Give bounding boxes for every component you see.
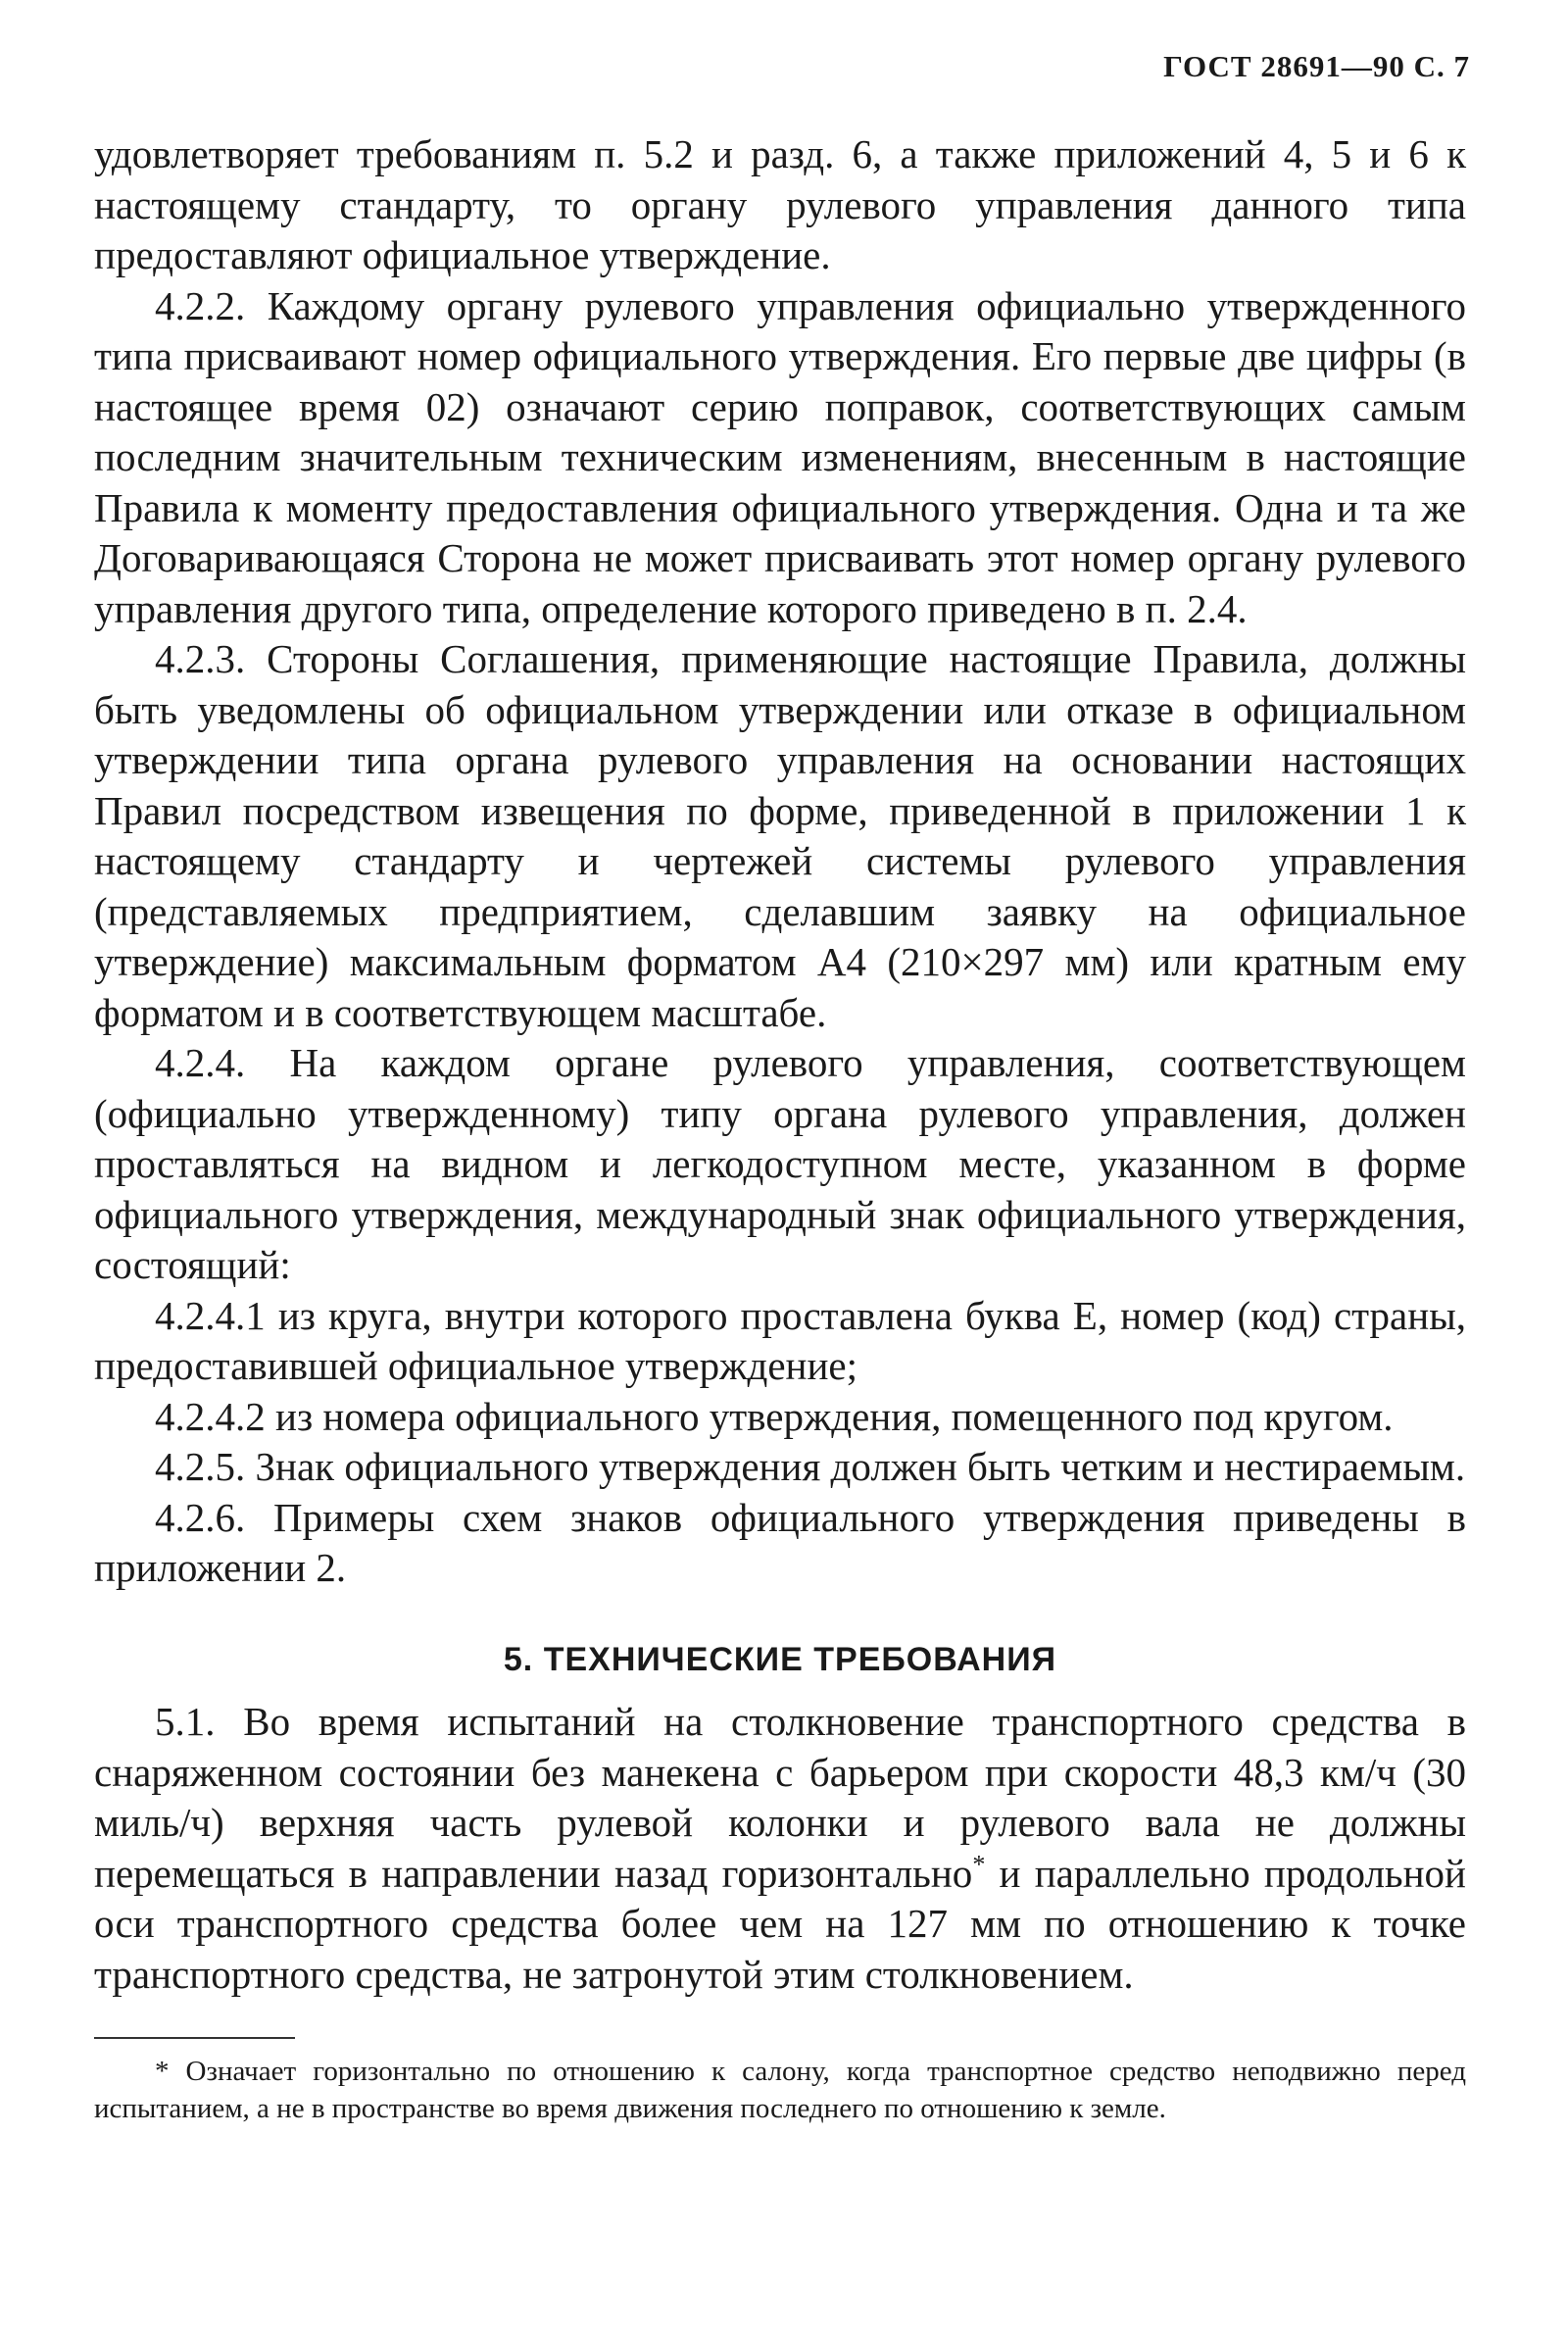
paragraph-4-2-4-1: 4.2.4.1 из круга, внутри которого проставлена буква Е, номер (код) страны, предоставившей официальное утверждение; <box>94 1292 1466 1388</box>
paragraph-4-2-6: 4.2.6. Примеры схем знаков официального утверждения приведены в приложении 2. <box>94 1494 1466 1590</box>
footnote: * Означает горизонтально по отношению к салону, когда транспортное средство неподвижно перед испытанием, а не в пространстве во время движения последнего по отношению к земле. <box>94 2056 1466 2124</box>
page-header: ГОСТ 28691—90 С. 7 <box>1163 49 1470 83</box>
footnote-divider <box>94 2037 295 2039</box>
paragraph-5-1 <box>94 1697 1466 2000</box>
paragraph-4-2-4-2: 4.2.4.2 из номера официального утверждения, помещенного под кругом. <box>155 1393 1394 1439</box>
paragraph-5-1-text-end: и параллельно продольной оси транспортного средства более чем на 127 мм по отношению к точке транспортного средства, не затронутой этим столкновением. <box>94 1850 1466 1997</box>
footnote-marker: * <box>972 1849 986 1878</box>
paragraph-4-2-3: 4.2.3. Стороны Соглашения, применяющие настоящие Правила, должны быть уведомлены об официальном утверждении или отказе в официальном утверждении типа органа рулевого управления на основании настоящих Правил посредством извещения по форме, приведенной в приложении 1 к настоящему стандарту и чертежей системы рулевого управления (представляемых предприятием, сделавшим заявку на официальное утверждение) максимальным форматом А4 (210×297 мм) или кратным ему форматом и в соответствующем масштабе. <box>94 636 1466 1035</box>
paragraph-5-1-text-start: 5.1. Во время испытаний на столкновение транспортного средства в снаряженном состоянии без манекена с барьером при скорости 48,3 км/ч (30 миль/ч) верхняя часть рулевой колонки и рулевого вала не должны перемещаться в направлении назад горизонтально <box>94 1699 1466 1896</box>
paragraph-4-2-5: 4.2.5. Знак официального утверждения должен быть четким и нестираемым. <box>155 1444 1466 1489</box>
paragraph-continuation: удовлетворяет требованиям п. 5.2 и разд. 6, а также приложений 4, 5 и 6 к настоящему стандарту, то органу рулевого управления данного типа предоставляют официальное утверждение. <box>94 131 1466 277</box>
paragraph-4-2-4: 4.2.4. На каждом органе рулевого управления, соответствующем (официально утвержденному) типу органа рулевого управления, должен проставляться на видном и легкодоступном месте, указанном в форме официального утверждения, международный знак официального утверждения, состоящий: <box>94 1040 1466 1287</box>
section-title: 5. ТЕХНИЧЕСКИЕ ТРЕБОВАНИЯ <box>503 1640 1057 1678</box>
document-body <box>94 129 1466 2127</box>
paragraph-4-2-2: 4.2.2. Каждому органу рулевого управления официально утвержденного типа присваивают номер официального утверждения. Его первые две цифры (в настоящее время 02) означают серию поправок, соответствующих самым последним значительным техническим изменениям, внесенным в настоящие Правила к моменту предоставления официального утверждения. Одна и та же Договаривающаяся Сторона не может присваивать этот номер органу рулевого управления другого типа, определение которого приведено в п. 2.4. <box>94 282 1466 631</box>
